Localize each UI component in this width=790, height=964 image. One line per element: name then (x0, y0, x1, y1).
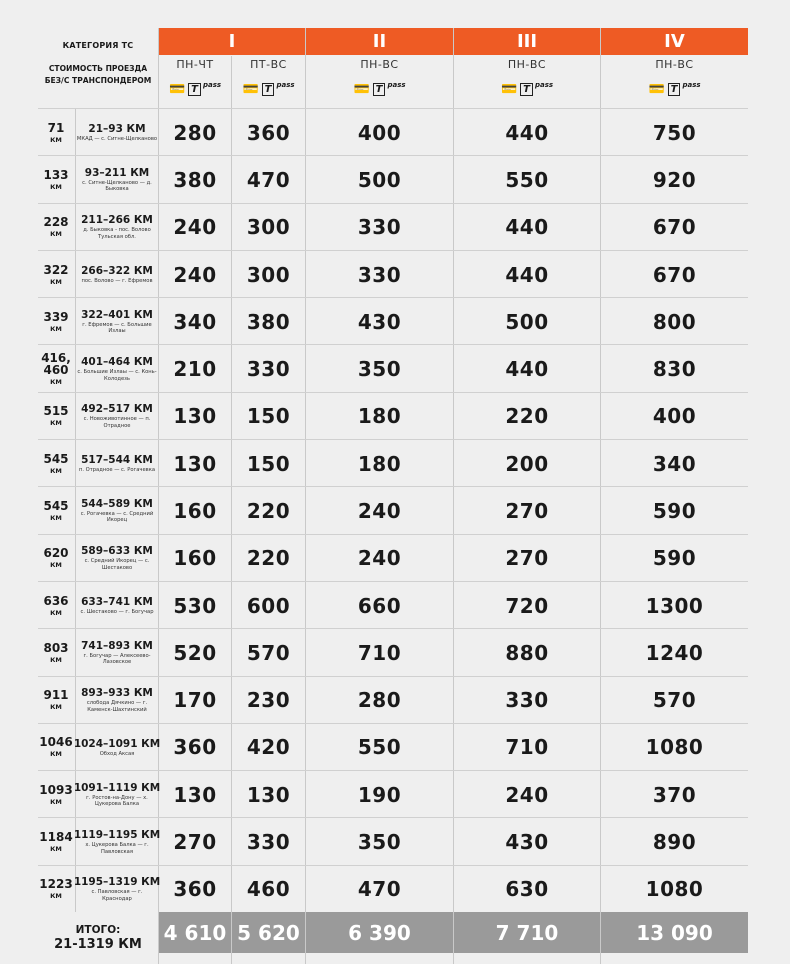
price-cell: 220 (505, 404, 549, 429)
segment-places: д. Быковка - пос. Волово Тульская обл. (83, 227, 151, 240)
km-marker: 228 КМ (43, 215, 69, 239)
table-row (38, 486, 748, 534)
price-cell: 210 (173, 357, 217, 382)
transponder-icon: T (668, 83, 681, 96)
price-cell: 500 (505, 309, 549, 334)
price-cell: 300 (246, 215, 291, 240)
price-cell: 470 (357, 877, 402, 902)
card-icon: 💳 (168, 81, 186, 97)
price-cell: 750 (652, 120, 697, 145)
category-iv-header: IV (601, 28, 748, 55)
price-cell: 440 (505, 215, 549, 240)
table-row (38, 392, 748, 440)
day-label: ПТ-ВС (250, 57, 287, 71)
km-marker: 1184 КМ (39, 830, 73, 854)
price-cell: 220 (246, 546, 291, 571)
price-cell: 180 (357, 451, 402, 476)
day-label: ПН-ВС (507, 57, 547, 71)
price-cell: 890 (652, 830, 697, 855)
price-cell: 1080 (645, 877, 704, 902)
card-icon: 💳 (353, 81, 370, 97)
price-cell: 350 (357, 357, 402, 382)
price-cell: 340 (173, 309, 217, 334)
km-marker: 416, 460 КМ (41, 351, 71, 387)
price-cell: 190 (357, 782, 402, 807)
segment-places: с. Рогачевка — с. Средний Икорец (80, 510, 154, 524)
segment-info (76, 204, 158, 251)
table-row (38, 155, 748, 203)
price-cell: 270 (173, 830, 217, 855)
price-cell: 720 (505, 593, 549, 618)
price-cell: 200 (505, 451, 549, 476)
transponder-icon: T (188, 83, 201, 96)
day-label: ПН-ВС (360, 57, 399, 71)
segment-range: 893–933 КМ (81, 687, 153, 700)
table-row (38, 108, 748, 156)
km-marker: 71 КМ (47, 120, 65, 144)
transponder-icon: T (373, 83, 386, 96)
segment-places: с. Шестаково — г. Богучар (80, 608, 154, 615)
price-cell: 180 (357, 404, 402, 429)
table-row (38, 344, 748, 392)
segment-info (73, 771, 161, 818)
payment-icons (232, 76, 305, 102)
price-cell: 630 (505, 877, 549, 902)
price-cell: 150 (246, 404, 291, 429)
price-cell: 230 (246, 688, 291, 713)
segment-info (76, 629, 158, 676)
km-marker: 1223 КМ (39, 877, 73, 901)
table-row (38, 581, 748, 629)
price-cell: 130 (246, 782, 291, 807)
price-cell: 160 (173, 546, 217, 571)
km-marker: 322 КМ (43, 262, 69, 286)
segment-range: 1119–1195 КМ (73, 829, 161, 842)
km-marker: 545 КМ (43, 451, 69, 475)
segment-info (76, 440, 158, 487)
table-row (38, 628, 748, 676)
table-row (38, 817, 748, 865)
km-marker: 911 КМ (43, 688, 69, 712)
km-marker: 133 КМ (43, 167, 69, 191)
segment-range: 266–322 КМ (81, 264, 153, 277)
segment-range: 21–93 КМ (88, 122, 146, 135)
price-cell: 590 (652, 546, 697, 571)
segment-info (73, 724, 161, 771)
price-cell: 830 (652, 357, 697, 382)
segment-places: с. Ситне-Щелканово — д. Быковка (82, 179, 152, 193)
km-marker: 1093 КМ (39, 782, 73, 806)
total-value: 7 710 (454, 912, 600, 953)
price-cell: 440 (505, 357, 549, 382)
price-cell: 570 (652, 688, 697, 713)
segment-places: х. Цукерова Балка — г. Павловская (85, 842, 149, 855)
category-ii-header: II (306, 28, 453, 55)
table-row (38, 534, 748, 582)
km-marker: 620 КМ (43, 546, 69, 570)
price-cell: 880 (505, 640, 549, 665)
segment-info (76, 393, 158, 440)
price-cell: 1300 (645, 593, 704, 618)
total-value: 4 610 (159, 912, 231, 953)
segment-places: г. Ростов-на-Дону — х. Цукерова Балка (86, 794, 148, 808)
price-cell: 220 (246, 498, 291, 523)
segment-info (76, 677, 158, 724)
segment-range: 93–211 КМ (84, 166, 150, 179)
segment-places: МКАД — с. Ситне-Щелканово (76, 135, 158, 142)
segment-info (76, 109, 158, 156)
price-cell: 330 (357, 262, 402, 287)
segment-places: слобода Дячкино — г. Каменск-Шахтинский (86, 700, 148, 713)
category-iii-header: III (454, 28, 600, 55)
km-marker: 1046 КМ (39, 735, 73, 759)
segment-range: 401–464 КМ (81, 356, 153, 369)
table-row (38, 439, 748, 487)
price-cell: 530 (173, 593, 217, 618)
price-cell: 470 (246, 167, 291, 192)
card-icon: 💳 (500, 81, 518, 97)
price-cell: 920 (652, 167, 697, 192)
price-cell: 340 (652, 451, 697, 476)
segment-info (73, 818, 161, 865)
card-icon: 💳 (648, 81, 665, 97)
transponder-icon: T (262, 83, 275, 96)
price-cell: 130 (173, 404, 217, 429)
table-row (38, 723, 748, 771)
segment-places: Обход Аксая (99, 750, 135, 757)
table-header-left (38, 28, 158, 108)
price-cell: 360 (173, 877, 217, 902)
price-cell: 270 (505, 546, 549, 571)
price-cell: 380 (173, 167, 217, 192)
table-row (38, 865, 748, 913)
segment-range: 492–517 КМ (81, 403, 153, 416)
price-cell: 330 (246, 357, 291, 382)
price-cell: 670 (652, 262, 697, 287)
table-row (38, 297, 748, 345)
total-value: 13 090 (601, 912, 748, 953)
segment-range: 1091–1119 КМ (73, 781, 161, 794)
segment-range: 741–893 КМ (81, 639, 153, 652)
price-cell: 330 (357, 215, 402, 240)
segment-places: с. Большие Излаы — с. Конь-Колодезь (77, 369, 157, 382)
km-marker: 803 КМ (43, 640, 69, 664)
table-row (38, 770, 748, 818)
price-cell: 590 (652, 498, 697, 523)
pass-icon: pass (534, 81, 554, 89)
segment-info (76, 582, 158, 629)
price-cell: 270 (505, 498, 549, 523)
price-cell: 330 (505, 688, 549, 713)
price-cell: 130 (173, 451, 217, 476)
price-cell: 240 (173, 215, 217, 240)
price-cell: 400 (357, 120, 402, 145)
price-cell: 240 (357, 546, 402, 571)
total-value: 6 390 (306, 912, 453, 953)
price-cell: 360 (246, 120, 291, 145)
segment-range: 517–544 КМ (81, 453, 153, 466)
km-marker: 545 КМ (43, 498, 69, 522)
price-cell: 440 (505, 262, 549, 287)
price-cell: 370 (652, 782, 697, 807)
segment-info (76, 156, 158, 203)
segment-places: г. Богучар — Алексеево-Лазовское (83, 652, 151, 666)
price-cell: 130 (173, 782, 217, 807)
table-row (38, 676, 748, 724)
table-row (38, 203, 748, 251)
price-cell: 520 (173, 640, 217, 665)
price-cell: 600 (246, 593, 291, 618)
segment-places: пос. Волово — г. Ефремов (81, 277, 153, 284)
pass-icon: pass (682, 81, 701, 89)
card-icon: 💳 (242, 81, 259, 97)
price-cell: 800 (652, 309, 697, 334)
payment-icons (159, 76, 231, 102)
segment-range: 1024–1091 КМ (73, 737, 161, 750)
pass-icon: pass (202, 81, 222, 89)
price-cell: 550 (505, 167, 549, 192)
segment-places: с. Новоживотинное — п. Отрадное (83, 416, 151, 429)
category-label: КАТЕГОРИЯ ТС (62, 41, 134, 50)
payment-icons (601, 76, 748, 102)
price-cell: 280 (357, 688, 402, 713)
pass-icon: pass (276, 81, 295, 89)
segment-places: г. Ефремов — с. Большие Излаы (82, 321, 152, 335)
segment-info (76, 298, 158, 345)
price-cell: 240 (357, 498, 402, 523)
segment-range: 322–401 КМ (81, 308, 153, 321)
table-row (38, 250, 748, 298)
price-cell: 360 (173, 735, 217, 760)
total-value: 5 620 (232, 912, 305, 953)
km-marker: 636 КМ (43, 593, 69, 617)
segment-range: 633–741 КМ (81, 595, 153, 608)
segment-info (76, 251, 158, 298)
segment-range: 589–633 КМ (81, 545, 153, 558)
price-cell: 240 (505, 782, 549, 807)
price-cell: 430 (505, 830, 549, 855)
price-cell: 400 (652, 404, 697, 429)
day-label: ПН-ВС (655, 57, 694, 71)
day-label: ПН-ЧТ (176, 57, 214, 71)
totals-label: ИТОГО: 21-1319 КМ (54, 924, 142, 952)
km-marker: 339 КМ (43, 309, 69, 333)
segment-places: п. Отрадное — с. Рогачевка (78, 466, 156, 473)
transponder-icon: T (520, 83, 533, 96)
segment-info (76, 535, 158, 582)
price-cell: 240 (173, 262, 217, 287)
price-cell: 150 (246, 451, 291, 476)
price-cell: 670 (652, 215, 697, 240)
segment-range: 544–589 КМ (81, 497, 153, 510)
price-cell: 710 (357, 640, 402, 665)
price-cell: 570 (246, 640, 291, 665)
price-cell: 660 (357, 593, 402, 618)
price-cell: 420 (246, 735, 291, 760)
totals-row (38, 912, 748, 964)
price-cell: 430 (357, 309, 402, 334)
km-marker: 515 КМ (43, 404, 69, 428)
segment-range: 1195–1319 КМ (73, 876, 161, 889)
price-cell: 300 (246, 262, 291, 287)
segment-info (76, 345, 158, 392)
price-cell: 380 (246, 309, 291, 334)
price-cell: 160 (173, 498, 217, 523)
segment-places: с. Средний Икорец — с. Шестаково (84, 558, 150, 571)
pass-icon: pass (387, 81, 406, 89)
price-cell: 1080 (645, 735, 704, 760)
price-cell: 1240 (645, 640, 704, 665)
cost-label: СТОИМОСТЬ ПРОЕЗДА БЕЗ/С ТРАНСПОНДЕРОМ (44, 64, 152, 85)
segment-places: с. Павловская — г. Краснодар (91, 889, 143, 902)
price-cell: 710 (505, 735, 549, 760)
price-cell: 170 (173, 688, 217, 713)
category-i-header: I (159, 28, 305, 55)
price-cell: 500 (357, 167, 402, 192)
payment-icons (454, 76, 600, 102)
price-cell: 280 (173, 120, 217, 145)
price-cell: 350 (357, 830, 402, 855)
segment-info (76, 487, 158, 534)
price-cell: 440 (505, 120, 549, 145)
price-cell: 460 (246, 877, 291, 902)
price-cell: 330 (246, 830, 291, 855)
price-cell: 550 (357, 735, 402, 760)
segment-range: 211–266 КМ (81, 214, 153, 227)
payment-icons (306, 76, 453, 102)
segment-info (73, 866, 161, 913)
